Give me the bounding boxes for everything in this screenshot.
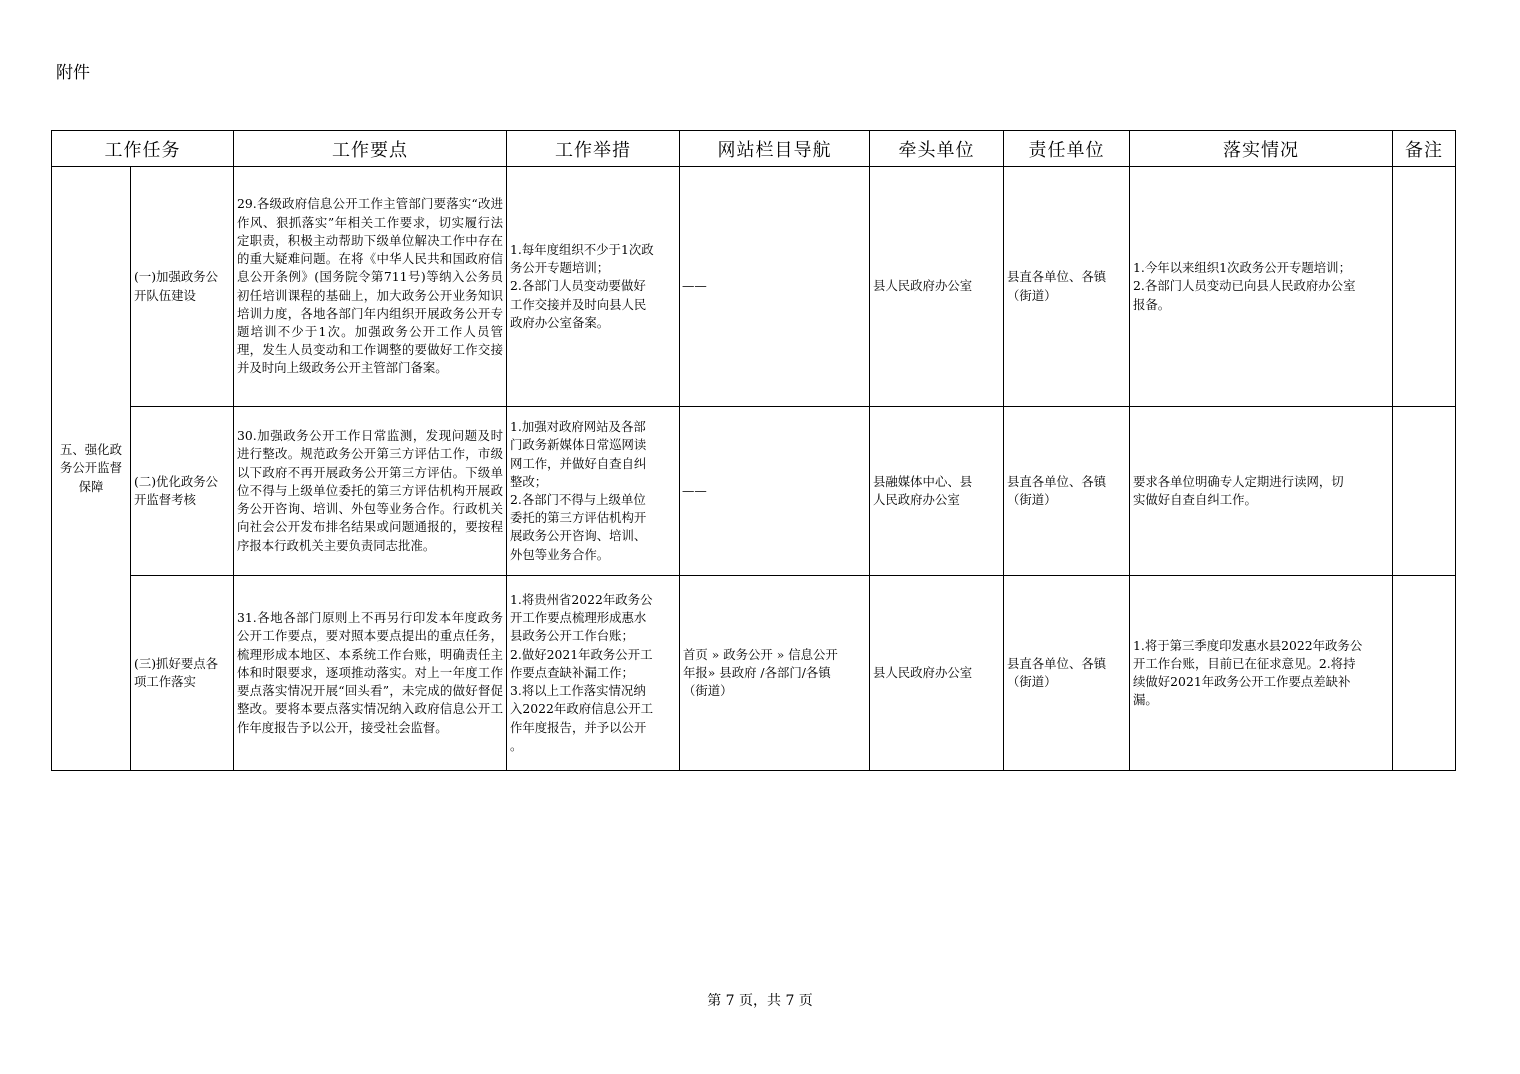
measures-cell: 1.每年度组织不少于1次政 务公开专题培训； 2.各部门人员变动要做好 工作交接并及时向县人民 政府办公室备案。 xyxy=(507,167,680,407)
header-remark: 备注 xyxy=(1393,131,1456,167)
attachment-label: 附件 xyxy=(56,63,90,83)
header-responsible-unit: 责任单位 xyxy=(1004,131,1130,167)
points-cell: 29.各级政府信息公开工作主管部门要落实“改进作风、狠抓落实”年相关工作要求，切实履行法定职责，积极主动帮助下级单位解决工作中存在的重大疑难问题。在将《中华人民共和国政府信息公开条例》(国务院令第711号)等纳入公务员初任培训课程的基础上，加大政务公开业务知识培训力度，各地各部门年内组织开展政务公开专题培训不少于1次。加强政务公开工作人员管理，发生人员变动和工作调整的要做好工作交接并及时向上级政务公开主管部门备案。 xyxy=(234,167,507,407)
page-number-footer: 第 7 页，共 7 页 xyxy=(707,993,813,1009)
navigation-cell: —— xyxy=(680,407,870,576)
lead-unit-cell: 县融媒体中心、县 人民政府办公室 xyxy=(870,407,1004,576)
responsible-unit-cell: 县直各单位、各镇 （街道） xyxy=(1004,576,1130,771)
header-measures: 工作举措 xyxy=(507,131,680,167)
task-cell: (一)加强政务公 开队伍建设 xyxy=(131,167,234,407)
table-row xyxy=(52,407,1456,576)
navigation-cell: 首页 » 政务公开 » 信息公开 年报» 县政府 /各部门/各镇 （街道） xyxy=(680,576,870,771)
table-row xyxy=(52,167,1456,407)
header-lead-unit: 牵头单位 xyxy=(870,131,1004,167)
status-cell: 1.将于第三季度印发惠水县2022年政务公 开工作台账，目前已在征求意见。2.将持 续做好2021年政务公开工作要点差缺补 漏。 xyxy=(1130,576,1393,771)
table-row xyxy=(52,576,1456,771)
remark-cell xyxy=(1393,167,1456,407)
work-plan-table xyxy=(51,130,1456,771)
responsible-unit-cell: 县直各单位、各镇 （街道） xyxy=(1004,407,1130,576)
header-task: 工作任务 xyxy=(52,131,234,167)
status-cell: 1.今年以来组织1次政务公开专题培训； 2.各部门人员变动已向县人民政府办公室 报备。 xyxy=(1130,167,1393,407)
remark-cell xyxy=(1393,407,1456,576)
task-cell: (二)优化政务公 开监督考核 xyxy=(131,407,234,576)
measures-cell: 1.将贵州省2022年政务公 开工作要点梳理形成惠水 县政务公开工作台账； 2.做好2021年政务公开工 作要点查缺补漏工作； 3.将以上工作落实情况纳 入2022年政府信息公开工 作年度报告，并予以公开 。 xyxy=(507,576,680,771)
lead-unit-cell: 县人民政府办公室 xyxy=(870,576,1004,771)
remark-cell xyxy=(1393,576,1456,771)
header-status: 落实情况 xyxy=(1130,131,1393,167)
navigation-cell: —— xyxy=(680,167,870,407)
header-points: 工作要点 xyxy=(234,131,507,167)
table-header-row xyxy=(52,131,1456,167)
responsible-unit-cell: 县直各单位、各镇 （街道） xyxy=(1004,167,1130,407)
header-navigation: 网站栏目导航 xyxy=(680,131,870,167)
status-cell: 要求各单位明确专人定期进行读网，切 实做好自查自纠工作。 xyxy=(1130,407,1393,576)
lead-unit-cell: 县人民政府办公室 xyxy=(870,167,1004,407)
points-cell: 30.加强政务公开工作日常监测，发现问题及时进行整改。规范政务公开第三方评估工作，市级以下政府不再开展政务公开第三方评估。下级单位不得与上级单位委托的第三方评估机构开展政务公开咨询、培训、外包等业务合作。行政机关向社会公开发布排名结果或问题通报的，要按程序报本行政机关主要负责同志批准。 xyxy=(234,407,507,576)
category-cell: 五、强化政 务公开监督 保障 xyxy=(52,167,131,771)
measures-cell: 1.加强对政府网站及各部 门政务新媒体日常巡网读 网工作，并做好自查自纠 整改； 2.各部门不得与上级单位 委托的第三方评估机构开 展政务公开咨询、培训、 外包等业务合作。 xyxy=(507,407,680,576)
points-cell: 31.各地各部门原则上不再另行印发本年度政务公开工作要点，要对照本要点提出的重点任务，梳理形成本地区、本系统工作台账，明确责任主体和时限要求，逐项推动落实。对上一年度工作要点落实情况开展“回头看”，未完成的做好督促整改。要将本要点落实情况纳入政府信息公开工作年度报告予以公开，接受社会监督。 xyxy=(234,576,507,771)
task-cell: (三)抓好要点各 项工作落实 xyxy=(131,576,234,771)
